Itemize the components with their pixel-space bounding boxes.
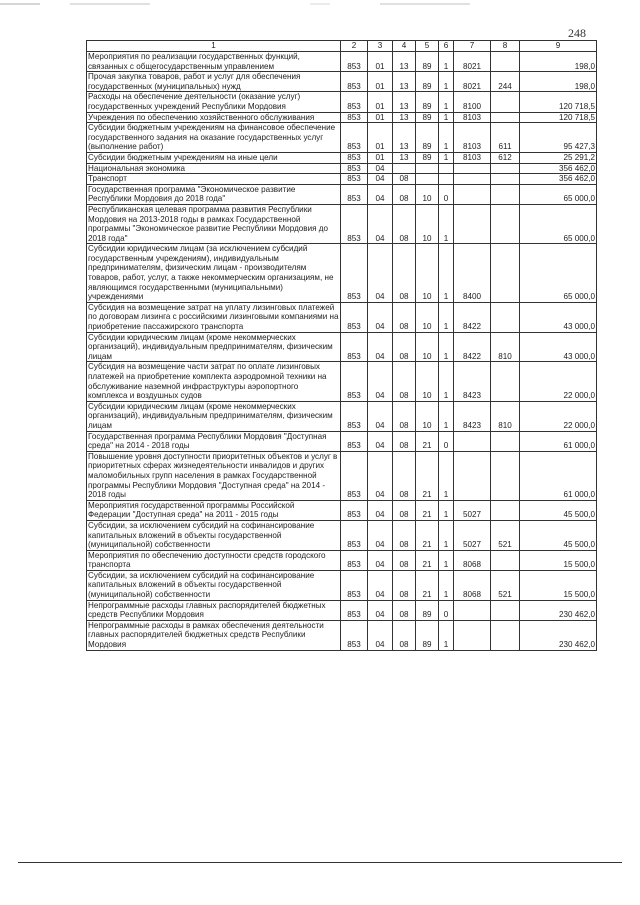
expense-type-cell: 244	[491, 72, 520, 92]
amount-cell: 356 462,0	[520, 174, 597, 185]
row-name-cell: Мероприятия государственной программы Российской Федерации "Доступная среда" на 2011 - 2015 годы	[87, 500, 341, 520]
row-name-cell: Субсидии, за исключением субсидий на софинансирование капитальных вложений в объекты государственной (муниципальной) собственности	[87, 520, 341, 550]
admin-code-cell: 853	[341, 431, 368, 451]
column-header: 9	[520, 41, 597, 52]
row-name-cell: Государственная программа "Экономическое развитие Республики Мордовия до 2018 года"	[87, 184, 341, 204]
subprogram-code-cell	[439, 174, 454, 185]
table-row	[87, 500, 597, 520]
table-row	[87, 204, 597, 243]
program-code-cell: 21	[416, 451, 439, 500]
program-code-cell: 89	[416, 72, 439, 92]
subsection-code-cell: 13	[393, 112, 416, 123]
target-article-cell: 8103	[454, 112, 491, 123]
subsection-code-cell: 08	[393, 570, 416, 600]
page-bottom-rule	[18, 862, 622, 863]
row-name-cell: Субсидии бюджетным учреждениям на иные цели	[87, 152, 341, 163]
table-row	[87, 401, 597, 431]
program-code-cell: 10	[416, 204, 439, 243]
admin-code-cell: 853	[341, 302, 368, 332]
subsection-code-cell: 13	[393, 52, 416, 72]
admin-code-cell: 853	[341, 500, 368, 520]
admin-code-cell: 853	[341, 52, 368, 72]
target-article-cell	[454, 431, 491, 451]
expense-type-cell	[491, 204, 520, 243]
expense-type-cell	[491, 600, 520, 620]
section-code-cell: 04	[368, 204, 393, 243]
subsection-code-cell: 13	[393, 123, 416, 153]
amount-cell: 120 718,5	[520, 92, 597, 112]
table-row	[87, 620, 597, 650]
section-code-cell: 04	[368, 620, 393, 650]
expense-type-cell	[491, 244, 520, 303]
amount-cell: 198,0	[520, 52, 597, 72]
target-article-cell: 8068	[454, 570, 491, 600]
target-article-cell	[454, 163, 491, 174]
admin-code-cell: 853	[341, 620, 368, 650]
program-code-cell: 89	[416, 112, 439, 123]
program-code-cell: 89	[416, 600, 439, 620]
subprogram-code-cell: 1	[439, 520, 454, 550]
program-code-cell: 10	[416, 302, 439, 332]
row-name-cell: Учреждения по обеспечению хозяйственного обслуживания	[87, 112, 341, 123]
expense-type-cell	[491, 52, 520, 72]
expense-type-cell	[491, 92, 520, 112]
program-code-cell: 89	[416, 123, 439, 153]
table-row	[87, 184, 597, 204]
amount-cell: 15 500,0	[520, 550, 597, 570]
amount-cell: 61 000,0	[520, 451, 597, 500]
amount-cell: 25 291,2	[520, 152, 597, 163]
admin-code-cell: 853	[341, 204, 368, 243]
amount-cell: 61 000,0	[520, 431, 597, 451]
target-article-cell: 8422	[454, 332, 491, 362]
amount-cell: 22 000,0	[520, 362, 597, 401]
section-code-cell: 04	[368, 174, 393, 185]
table-row	[87, 550, 597, 570]
target-article-cell: 8100	[454, 92, 491, 112]
amount-cell: 43 000,0	[520, 302, 597, 332]
admin-code-cell: 853	[341, 520, 368, 550]
table-row	[87, 72, 597, 92]
subprogram-code-cell: 1	[439, 123, 454, 153]
column-header: 7	[454, 41, 491, 52]
amount-cell: 198,0	[520, 72, 597, 92]
row-name-cell: Субсидии бюджетным учреждениям на финансовое обеспечение государственного задания на оказание государственных услуг (выполнение работ)	[87, 123, 341, 153]
program-code-cell: 10	[416, 401, 439, 431]
section-code-cell: 01	[368, 123, 393, 153]
section-code-cell: 04	[368, 163, 393, 174]
expense-type-cell	[491, 620, 520, 650]
subprogram-code-cell: 0	[439, 431, 454, 451]
section-code-cell: 04	[368, 451, 393, 500]
subsection-code-cell: 08	[393, 500, 416, 520]
subprogram-code-cell: 1	[439, 152, 454, 163]
admin-code-cell: 853	[341, 72, 368, 92]
row-name-cell: Прочая закупка товаров, работ и услуг для обеспечения государственных (муниципальных) нужд	[87, 72, 341, 92]
subprogram-code-cell: 1	[439, 570, 454, 600]
program-code-cell: 21	[416, 550, 439, 570]
amount-cell: 22 000,0	[520, 401, 597, 431]
subsection-code-cell: 08	[393, 600, 416, 620]
table-row	[87, 570, 597, 600]
subprogram-code-cell: 1	[439, 332, 454, 362]
table-row	[87, 431, 597, 451]
subprogram-code-cell: 0	[439, 184, 454, 204]
row-name-cell: Субсидии юридическим лицам (кроме некоммерческих организаций), индивидуальным предпринимателям, физическим лицам	[87, 401, 341, 431]
subprogram-code-cell	[439, 163, 454, 174]
expense-type-cell	[491, 174, 520, 185]
amount-cell: 45 500,0	[520, 520, 597, 550]
table-row	[87, 332, 597, 362]
target-article-cell: 5027	[454, 500, 491, 520]
target-article-cell	[454, 600, 491, 620]
program-code-cell: 21	[416, 520, 439, 550]
row-name-cell: Национальная экономика	[87, 163, 341, 174]
target-article-cell	[454, 620, 491, 650]
column-header: 5	[416, 41, 439, 52]
row-name-cell: Государственная программа Республики Мордовия "Доступная среда" на 2014 - 2018 годы	[87, 431, 341, 451]
expense-type-cell	[491, 500, 520, 520]
section-code-cell: 04	[368, 550, 393, 570]
column-header: 2	[341, 41, 368, 52]
scan-artifact-top	[0, 3, 640, 5]
program-code-cell	[416, 163, 439, 174]
target-article-cell: 8021	[454, 72, 491, 92]
section-code-cell: 01	[368, 112, 393, 123]
admin-code-cell: 853	[341, 362, 368, 401]
target-article-cell	[454, 451, 491, 500]
section-code-cell: 04	[368, 570, 393, 600]
target-article-cell: 8400	[454, 244, 491, 303]
table-row	[87, 52, 597, 72]
column-header: 4	[393, 41, 416, 52]
amount-cell: 65 000,0	[520, 244, 597, 303]
subsection-code-cell: 08	[393, 302, 416, 332]
subprogram-code-cell: 1	[439, 451, 454, 500]
subprogram-code-cell: 0	[439, 600, 454, 620]
subprogram-code-cell: 1	[439, 244, 454, 303]
admin-code-cell: 853	[341, 600, 368, 620]
admin-code-cell: 853	[341, 451, 368, 500]
expense-type-cell: 612	[491, 152, 520, 163]
admin-code-cell: 853	[341, 184, 368, 204]
program-code-cell: 89	[416, 52, 439, 72]
amount-cell: 230 462,0	[520, 600, 597, 620]
admin-code-cell: 853	[341, 401, 368, 431]
admin-code-cell: 853	[341, 92, 368, 112]
admin-code-cell: 853	[341, 244, 368, 303]
program-code-cell: 10	[416, 332, 439, 362]
subsection-code-cell: 13	[393, 72, 416, 92]
section-code-cell: 01	[368, 152, 393, 163]
subsection-code-cell: 13	[393, 152, 416, 163]
table-row	[87, 451, 597, 500]
target-article-cell: 8021	[454, 52, 491, 72]
column-header: 8	[491, 41, 520, 52]
column-header: 3	[368, 41, 393, 52]
section-code-cell: 04	[368, 431, 393, 451]
subprogram-code-cell: 1	[439, 72, 454, 92]
target-article-cell: 8422	[454, 302, 491, 332]
program-code-cell: 89	[416, 92, 439, 112]
admin-code-cell: 853	[341, 570, 368, 600]
subprogram-code-cell: 1	[439, 112, 454, 123]
subsection-code-cell: 08	[393, 550, 416, 570]
table-row	[87, 520, 597, 550]
row-name-cell: Непрограммные расходы главных распорядителей бюджетных средств Республики Мордовия	[87, 600, 341, 620]
amount-cell: 356 462,0	[520, 163, 597, 174]
amount-cell: 120 718,5	[520, 112, 597, 123]
table-header-row	[87, 41, 597, 52]
admin-code-cell: 853	[341, 332, 368, 362]
admin-code-cell: 853	[341, 163, 368, 174]
row-name-cell: Субсидии юридическим лицам (кроме некоммерческих организаций), индивидуальным предпринимателям, физическим лицам	[87, 332, 341, 362]
expense-type-cell	[491, 362, 520, 401]
amount-cell: 65 000,0	[520, 204, 597, 243]
section-code-cell: 04	[368, 184, 393, 204]
expense-type-cell	[491, 302, 520, 332]
row-name-cell: Мероприятия по реализации государственных функций, связанных с общегосударственным управлением	[87, 52, 341, 72]
target-article-cell: 8103	[454, 123, 491, 153]
column-header: 1	[87, 41, 341, 52]
program-code-cell: 10	[416, 244, 439, 303]
subsection-code-cell: 08	[393, 520, 416, 550]
subsection-code-cell: 08	[393, 451, 416, 500]
table-row	[87, 152, 597, 163]
column-header: 6	[439, 41, 454, 52]
section-code-cell: 01	[368, 72, 393, 92]
table-row	[87, 174, 597, 185]
section-code-cell: 01	[368, 52, 393, 72]
subprogram-code-cell: 1	[439, 52, 454, 72]
table-body	[87, 52, 597, 651]
table-row	[87, 600, 597, 620]
admin-code-cell: 853	[341, 174, 368, 185]
row-name-cell: Субсидии юридическим лицам (за исключением субсидий государственным учреждениям), индивидуальным предпринимателям, физическим лицам - производителям товаров, работ, услуг, а также некоммерческим организациям, не являющимся государственными (муниципальными) учреждениями	[87, 244, 341, 303]
expense-type-cell: 521	[491, 520, 520, 550]
program-code-cell: 21	[416, 570, 439, 600]
expense-type-cell	[491, 163, 520, 174]
section-code-cell: 04	[368, 332, 393, 362]
amount-cell: 45 500,0	[520, 500, 597, 520]
expense-type-cell: 810	[491, 332, 520, 362]
subsection-code-cell: 08	[393, 204, 416, 243]
subsection-code-cell: 08	[393, 620, 416, 650]
row-name-cell: Мероприятия по обеспечению доступности средств городского транспорта	[87, 550, 341, 570]
table-row	[87, 123, 597, 153]
program-code-cell: 10	[416, 362, 439, 401]
subsection-code-cell: 08	[393, 362, 416, 401]
admin-code-cell: 853	[341, 112, 368, 123]
subsection-code-cell: 08	[393, 332, 416, 362]
section-code-cell: 01	[368, 92, 393, 112]
subprogram-code-cell: 1	[439, 401, 454, 431]
section-code-cell: 04	[368, 244, 393, 303]
table-row	[87, 92, 597, 112]
section-code-cell: 04	[368, 362, 393, 401]
table-row	[87, 112, 597, 123]
expense-type-cell: 810	[491, 401, 520, 431]
subprogram-code-cell: 1	[439, 500, 454, 520]
budget-table	[86, 40, 597, 651]
row-name-cell: Республиканская целевая программа развития Республики Мордовия на 2013-2018 годы в рамках Государственной программы "Экономическое развитие Республики Мордовия до 2018 года"	[87, 204, 341, 243]
subprogram-code-cell: 1	[439, 550, 454, 570]
subsection-code-cell: 13	[393, 92, 416, 112]
target-article-cell: 5027	[454, 520, 491, 550]
target-article-cell	[454, 204, 491, 243]
amount-cell: 65 000,0	[520, 184, 597, 204]
expense-type-cell	[491, 431, 520, 451]
target-article-cell: 8103	[454, 152, 491, 163]
amount-cell: 43 000,0	[520, 332, 597, 362]
table-row	[87, 302, 597, 332]
section-code-cell: 04	[368, 302, 393, 332]
section-code-cell: 04	[368, 520, 393, 550]
amount-cell: 230 462,0	[520, 620, 597, 650]
target-article-cell: 8423	[454, 362, 491, 401]
subprogram-code-cell: 1	[439, 302, 454, 332]
row-name-cell: Субсидии, за исключением субсидий на софинансирование капитальных вложений в объекты государственной (муниципальной) собственности	[87, 570, 341, 600]
program-code-cell: 10	[416, 184, 439, 204]
table-row	[87, 362, 597, 401]
expense-type-cell: 611	[491, 123, 520, 153]
expense-type-cell	[491, 184, 520, 204]
subsection-code-cell: 08	[393, 174, 416, 185]
amount-cell: 95 427,3	[520, 123, 597, 153]
program-code-cell: 89	[416, 620, 439, 650]
row-name-cell: Транспорт	[87, 174, 341, 185]
section-code-cell: 04	[368, 600, 393, 620]
row-name-cell: Субсидия на возмещение затрат на уплату лизинговых платежей по договорам лизинга с российскими лизинговыми компаниями на приобретение пассажирского транспорта	[87, 302, 341, 332]
expense-type-cell	[491, 112, 520, 123]
target-article-cell	[454, 184, 491, 204]
target-article-cell: 8068	[454, 550, 491, 570]
section-code-cell: 04	[368, 401, 393, 431]
program-code-cell: 21	[416, 431, 439, 451]
expense-type-cell	[491, 451, 520, 500]
program-code-cell: 21	[416, 500, 439, 520]
table-row	[87, 244, 597, 303]
subprogram-code-cell: 1	[439, 92, 454, 112]
page-number: 248	[568, 26, 586, 40]
row-name-cell: Повышение уровня доступности приоритетных объектов и услуг в приоритетных сферах жизнедеятельности инвалидов и других маломобильных групп населения в рамках Государственной программы Республики Мордовия "Доступная среда" на 2014 - 2018 годы	[87, 451, 341, 500]
expense-type-cell: 521	[491, 570, 520, 600]
subsection-code-cell: 08	[393, 244, 416, 303]
target-article-cell	[454, 174, 491, 185]
amount-cell: 15 500,0	[520, 570, 597, 600]
row-name-cell: Субсидия на возмещение части затрат по оплате лизинговых платежей на приобретение комплекта аэродромной техники на обслуживание наземной инфраструктуры аэропортного комплекса и воздушных судов	[87, 362, 341, 401]
subprogram-code-cell: 1	[439, 204, 454, 243]
admin-code-cell: 853	[341, 550, 368, 570]
subprogram-code-cell: 1	[439, 620, 454, 650]
subsection-code-cell	[393, 163, 416, 174]
row-name-cell: Непрограммные расходы в рамках обеспечения деятельности главных распорядителей бюджетных средств Республики Мордовия	[87, 620, 341, 650]
section-code-cell: 04	[368, 500, 393, 520]
program-code-cell: 89	[416, 152, 439, 163]
program-code-cell	[416, 174, 439, 185]
subsection-code-cell: 08	[393, 431, 416, 451]
admin-code-cell: 853	[341, 123, 368, 153]
subsection-code-cell: 08	[393, 401, 416, 431]
admin-code-cell: 853	[341, 152, 368, 163]
row-name-cell: Расходы на обеспечение деятельности (оказание услуг) государственных учреждений Республики Мордовия	[87, 92, 341, 112]
target-article-cell: 8423	[454, 401, 491, 431]
table-row	[87, 163, 597, 174]
expense-type-cell	[491, 550, 520, 570]
subprogram-code-cell: 1	[439, 362, 454, 401]
subsection-code-cell: 08	[393, 184, 416, 204]
